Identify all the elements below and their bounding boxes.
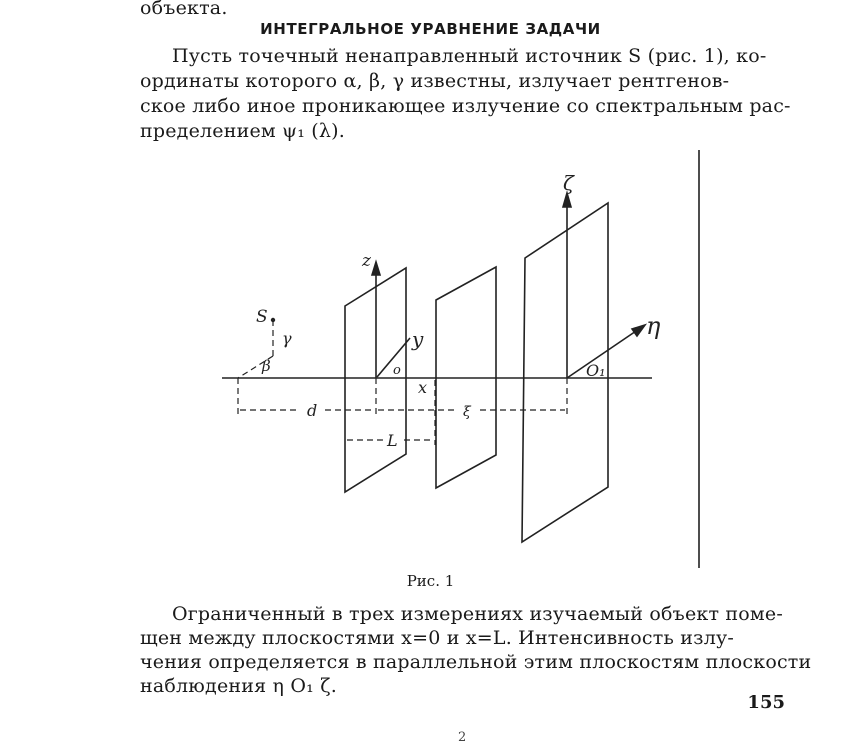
para2-line2: щен между плоскостями x=0 и x=L. Интенсивность излу- <box>140 627 734 649</box>
para2-line1: Ограниченный в трех измерениях изучаемый объект поме- <box>172 603 783 625</box>
para1-line1: Пусть точечный ненаправленный источник S (рис. 1), ко- <box>172 45 767 67</box>
label-y: y <box>412 327 424 351</box>
page-number: 155 <box>747 692 785 713</box>
source-point <box>271 318 275 322</box>
eta-arrowhead <box>632 325 645 336</box>
label-z: z <box>362 251 371 271</box>
label-eta: η <box>646 312 661 340</box>
zeta-arrowhead <box>563 193 571 207</box>
section-heading: ИНТЕГРАЛЬНОЕ УРАВНЕНИЕ ЗАДАЧИ <box>260 20 601 38</box>
label-O1: O₁ <box>586 361 606 380</box>
figure-caption: Рис. 1 <box>406 572 455 590</box>
para1-line4: пределением ψ₁ (λ). <box>140 120 345 142</box>
para2-line3: чения определяется в параллельной этим плоскостям плоскости <box>140 651 812 673</box>
z-arrowhead <box>372 262 380 275</box>
label-S: S <box>256 307 268 327</box>
label-x: x <box>418 378 428 397</box>
label-xi: ξ <box>463 404 471 420</box>
para1-line3: ское либо иное проникающее излучение со спектральным рас- <box>140 95 791 117</box>
label-gamma: γ <box>282 329 292 348</box>
label-zeta: ζ <box>563 171 574 195</box>
para2-line4: наблюдения η O₁ ζ. <box>140 675 337 697</box>
label-beta: β <box>262 357 271 375</box>
top-line: объекта. <box>140 0 228 19</box>
label-L: L <box>387 431 398 450</box>
para1-line2: ординаты которого α, β, γ известны, излучает рентгенов- <box>140 70 730 92</box>
label-o: o <box>393 363 401 378</box>
label-d: d <box>307 401 318 420</box>
stray-mark: 2 <box>458 730 467 745</box>
